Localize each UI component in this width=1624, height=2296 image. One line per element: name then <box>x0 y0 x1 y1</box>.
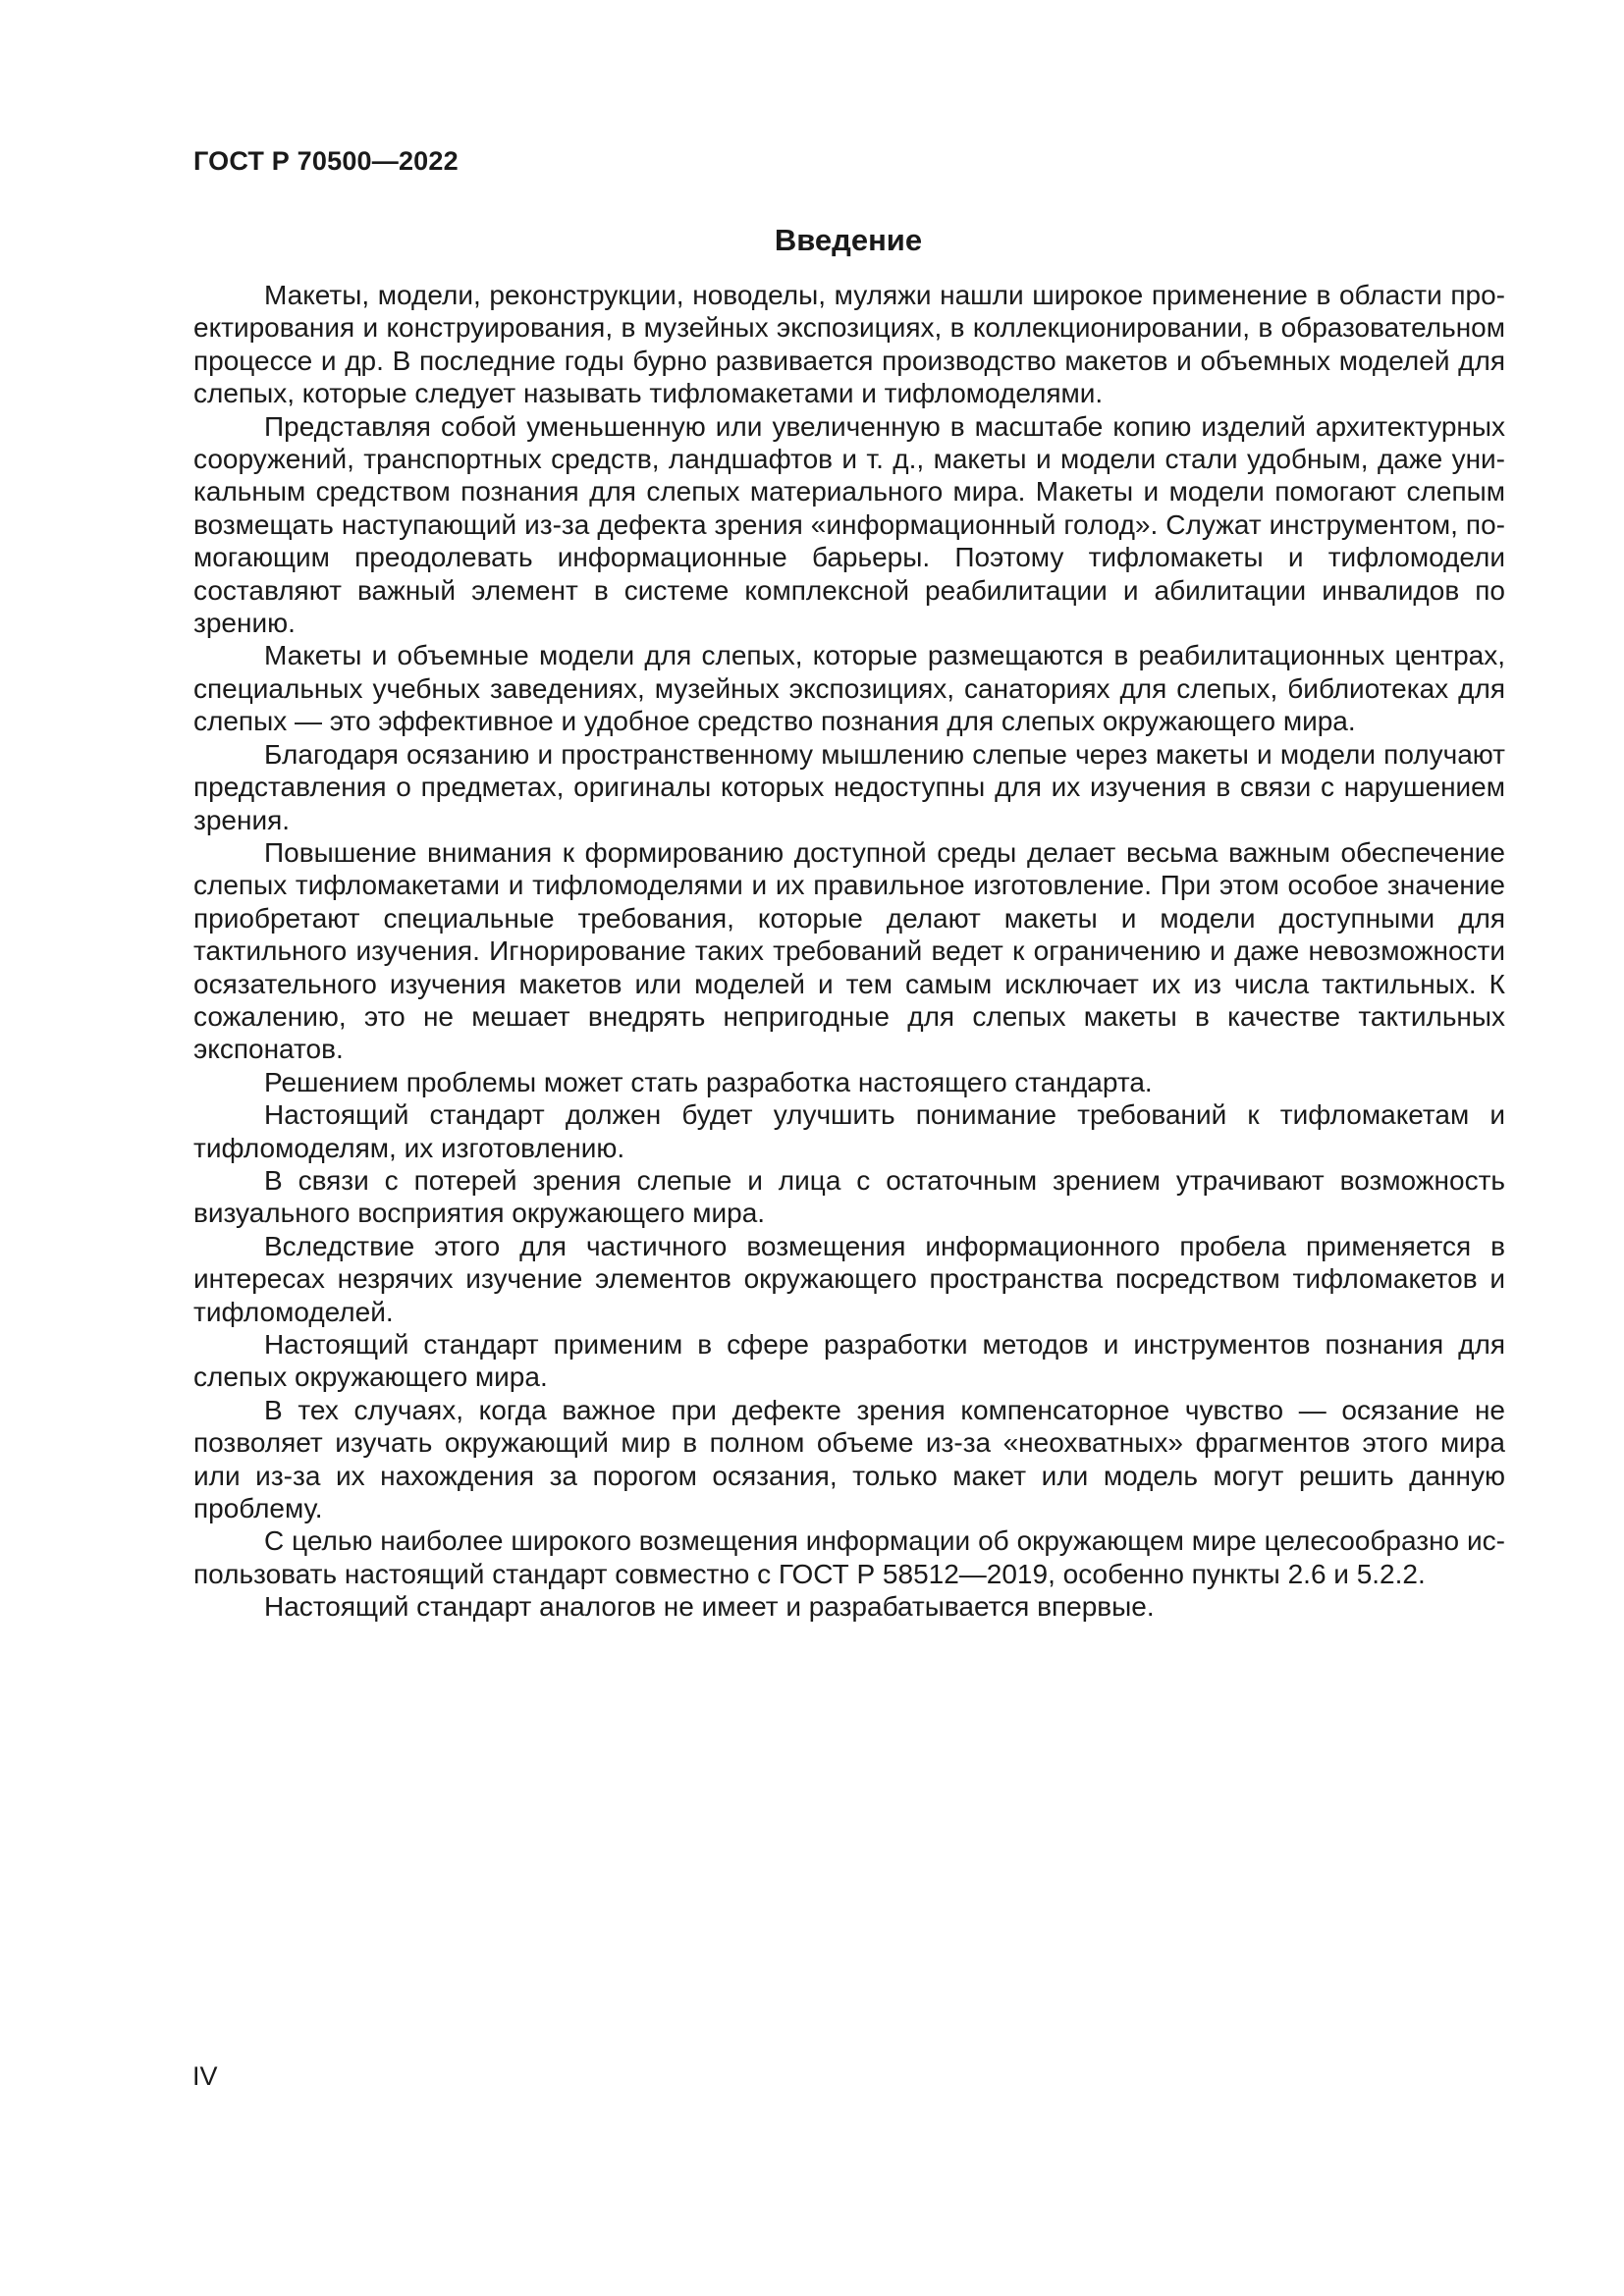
paragraph: Настоящий стандарт аналогов не имеет и разрабатывается впервые. <box>264 1591 1155 1623</box>
paragraph: Настоящий стандарт применим в сфере разработки методов и инструментов познания для слепых окружающего мира. <box>193 1329 1505 1393</box>
paragraph: Вследствие этого для частичного возмещения информационного пробела применяется в интересах незрячих изучение элементов окружающего пространства посредством тифломакетов и тифломоделей. <box>193 1230 1505 1327</box>
paragraph: Макеты и объемные модели для слепых, которые размещаются в реабилитационных центрах, специальных учебных заведениях, музейных экспозициях, санаториях для слепых, библиотеках для слепых — это эффективное и удобное средство познания для слепых окружающего мира. <box>193 640 1505 737</box>
paragraph: В связи с потерей зрения слепые и лица с остаточным зрением утрачивают возможность визуального восприятия окружающего мира. <box>193 1164 1505 1229</box>
paragraph: Макеты, модели, реконструкции, новоделы, муляжи нашли широкое применение в области проектирования и конструирования, в музейных экспозициях, в коллекционировании, в образовательном процессе и др. В последние годы бурно развивается производство макетов и объемных моделей для слепых, которые следует называть тифломакетами и тифломоделями. <box>193 280 1505 409</box>
paragraph: Настоящий стандарт должен будет улучшить понимание требований к тифломакетам и тифломоделям, их изготовлению. <box>193 1099 1505 1163</box>
section-title: Введение <box>774 223 923 257</box>
document-header: ГОСТ Р 70500—2022 <box>193 146 459 176</box>
paragraph: Представляя собой уменьшенную или увеличенную в масштабе копию изделий архитектурных сооружений, транспортных средств, ландшафтов и т. д., макеты и модели стали удобным, даже уникальным средством познания для слепых материального мира. Макеты и модели помогают слепым возмещать наступающий из-за дефекта зрения «информационный голод». Служат инструментом, помогающим преодолевать информационные барьеры. Поэтому тифломакеты и тифломодели составляют важный элемент в системе комплексной реабилитации и абилитации инвалидов по зрению. <box>193 410 1505 639</box>
paragraph: В тех случаях, когда важное при дефекте зрения компенсаторное чувство — осязание не позволяет изучать окружающий мир в полном объеме из-за «неохватных» фрагментов этого мира или из-за их нахождения за порогом осязания, только макет или модель могут решить данную проблему. <box>193 1394 1505 1524</box>
paragraph: Повышение внимания к формированию доступной среды делает весьма важным обеспечение слепых тифломакетами и тифломоделями и их правильное изготовление. При этом особое значение приобретают специальные требования, которые делают макеты и модели доступными для тактильного изучения. Игнорирование таких требований ведет к ограничению и даже невозможности осязательного изучения макетов или моделей и тем самым исключает их из числа тактильных. К сожалению, это не мешает внедрять непригодные для слепых макеты в качестве тактильных экспонатов. <box>193 836 1505 1065</box>
paragraph: Благодаря осязанию и пространственному мышлению слепые через макеты и модели получают представления о предметах, оригиналы которых недоступны для их изучения в связи с нарушением зрения. <box>193 738 1505 835</box>
page-number: IV <box>192 2061 218 2091</box>
paragraph: С целью наиболее широкого возмещения информации об окружающем мире целесообразно использовать настоящий стандарт совместно с ГОСТ Р 58512—2019, особенно пункты 2.6 и 5.2.2. <box>193 1525 1505 1589</box>
paragraph: Решением проблемы может стать разработка настоящего стандарта. <box>264 1066 1153 1097</box>
body-text <box>193 279 1505 1624</box>
